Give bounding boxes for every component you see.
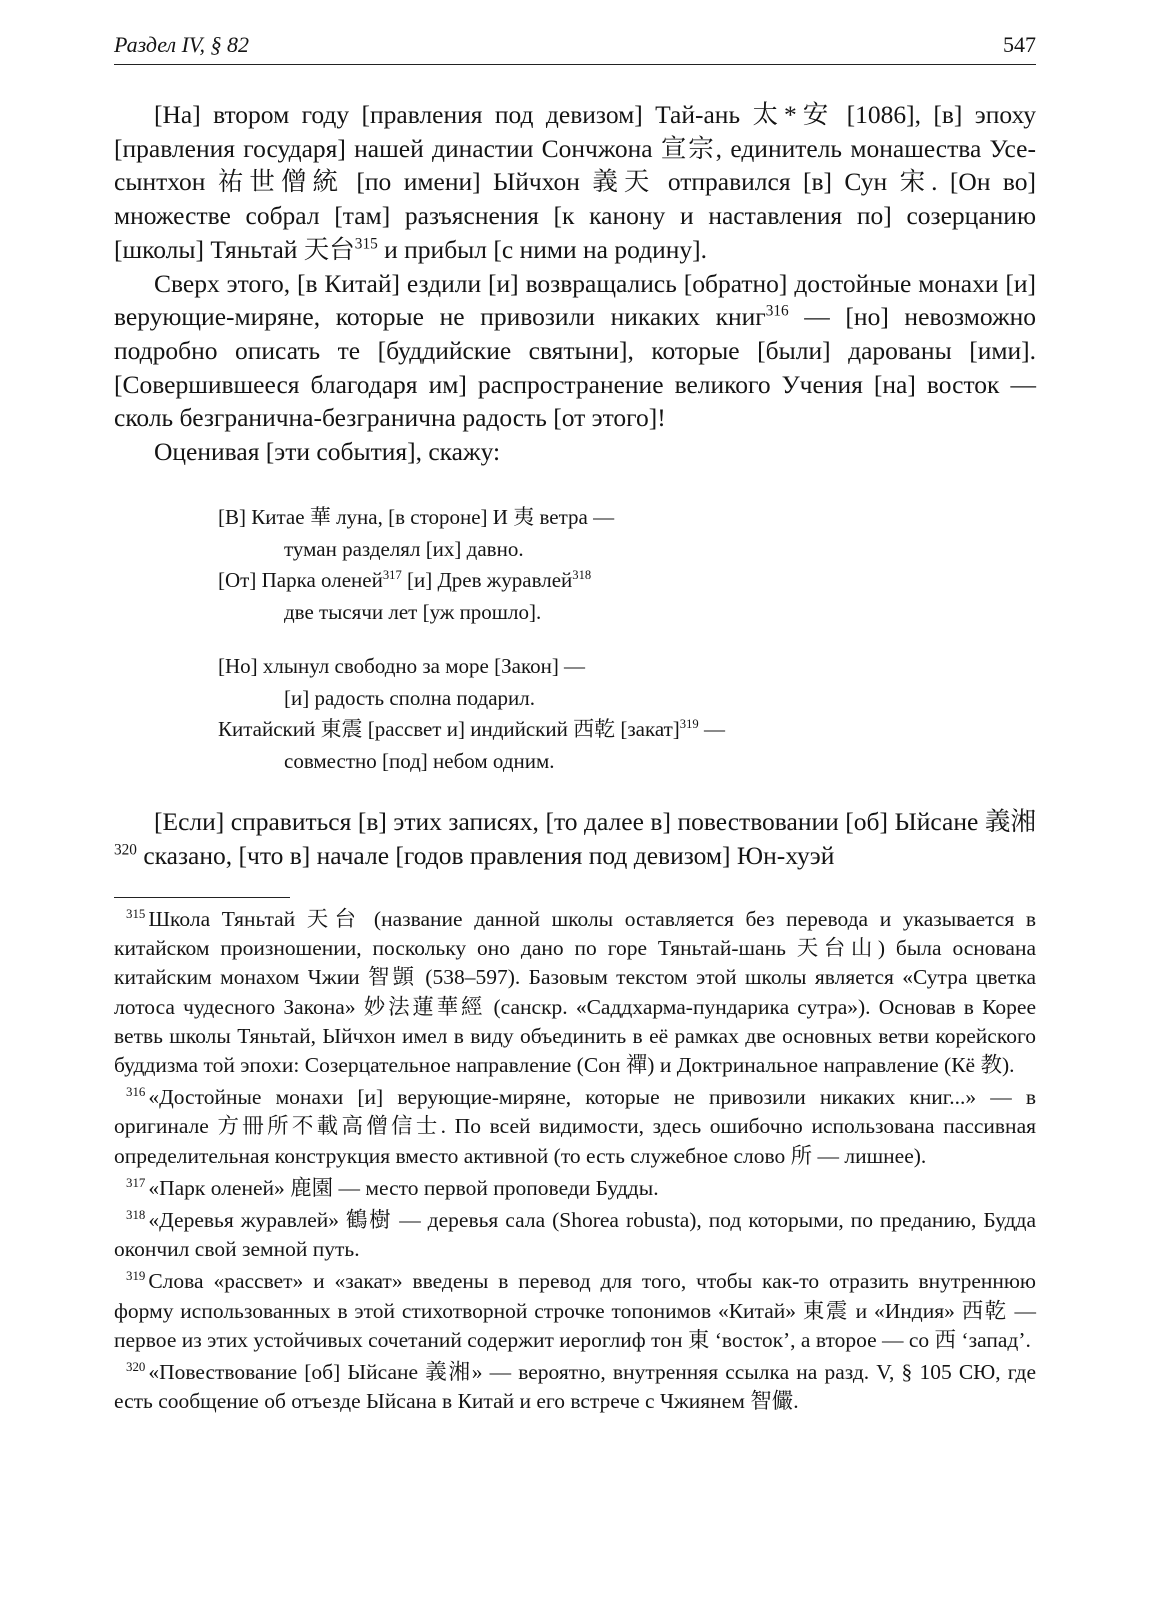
- page-number: 547: [1003, 32, 1036, 57]
- footnote-number: 320: [126, 1359, 146, 1374]
- footnote-320: [114, 1358, 1036, 1416]
- verse-stanza-1: [218, 502, 614, 628]
- verse-line-4: две тысячи лет [уж прошло].: [284, 599, 542, 624]
- footnote-number: 315: [126, 906, 146, 921]
- verse-line-7a: Китайский 東震 [рассвет и] индийский 西乾 [закат]: [218, 717, 680, 741]
- paragraph-1-text: [На] втором году [правления под девизом] Тай-ань 太*安 [1086], [в] эпоху [правления государя] нашей династии Сончжона 宣宗, единитель монашества Усе-сынтхон 祐世僧統 [по имени] Ыйчхон 義天 отправился [в] Сун 宋. [Он во] множестве собрал [там] разъяснения [к канону и наставления по] созерцанию [школы] Тяньтай 天台: [114, 100, 1036, 264]
- footnote-text: «Повествование [об] Ыйсане 義湘» — вероятно, внутренняя ссылка на разд. V, § 105 СЮ, где есть сообщение об отъезде Ыйсана в Китай и его встрече с Чжиянем 智儼.: [114, 1360, 1036, 1414]
- footnote-number: 317: [126, 1175, 146, 1190]
- verse-line-6: [и] радость сполна подарил.: [284, 685, 536, 710]
- footnote-ref-320[interactable]: 320: [114, 841, 137, 859]
- verse-line-1: [В] Китае 華 луна, [в стороне] И 夷 ветра —: [218, 505, 615, 529]
- footnotes: [114, 905, 1036, 1419]
- verse-line-3a: [От] Парка оленей: [218, 568, 383, 592]
- footnote-315: [114, 905, 1036, 1080]
- footnote-text: Слова «рассвет» и «закат» введены в перевод для того, чтобы как-то отразить внутреннюю форму использованных в этой стихотворной строчке топонимов «Китай» 東震 и «Индия» 西乾 — первое из этих устойчивых сочетаний содержит иероглиф тон 東 ‘восток’, а второе — со 西 ‘запад’.: [114, 1269, 1036, 1352]
- verse-line-3b: [и] Древ журавлей: [401, 568, 573, 592]
- footnote-ref-315[interactable]: 315: [354, 235, 378, 253]
- verse-line-2: туман разделял [их] давно.: [284, 536, 524, 561]
- footnote-number: 316: [126, 1085, 146, 1100]
- footnote-ref-316[interactable]: 316: [765, 302, 789, 320]
- paragraph-4: [114, 805, 1036, 872]
- verse-line-5: [Но] хлынул свободно за море [Закон] —: [218, 654, 586, 678]
- footnote-text: Школа Тяньтай 天台 (название данной школы оставляется без перевода и указывается в китайском произношении, поскольку оно дано по горе Тяньтай-шань 天台山) была основана китайским монахом Чжии 智顗 (538–597). Базовым текстом этой школы является «Сутра цветка лотоса чудесного Закона» 妙法蓮華經 (санскр. «Саддхарма-пундарика сутра»). Основав в Корее ветвь школы Тяньтай, Ыйчхон имел в виду объединить в её рамках две основных ветви корейского буддизма той эпохи: Созерцательное направление (Сон 禪) и Доктринальное направление (Кё 教).: [114, 907, 1036, 1078]
- paragraph-1-end: и прибыл [с ними на родину].: [377, 234, 708, 264]
- verse-line-3: [218, 565, 614, 597]
- paragraph-2: [114, 267, 1036, 436]
- footnote-316: [114, 1083, 1036, 1171]
- footnote-ref-319[interactable]: 319: [679, 717, 699, 731]
- paragraph-4-end: сказано, [что в] начале [годов правления под девизом] Юн-хуэй: [136, 840, 835, 870]
- paragraph-1: [114, 98, 1036, 267]
- verse-line-7b: —: [698, 717, 725, 741]
- paragraph-2-end: — [но] невозможно подробно описать те [буддийские святыни], которые [были] дарованы [ими]. [Совершившееся благодаря им] распространение великого Учения [на] восток — сколь безгранична-безгранична радость [от этого]!: [114, 302, 1036, 433]
- paragraph-4-text: [Если] справиться [в] этих записях, [то далее в] повествовании [об] Ыйсане 義湘: [154, 807, 1036, 836]
- footnote-ref-318[interactable]: 318: [572, 568, 592, 582]
- verse-stanza-2: [218, 651, 725, 777]
- verse-line-7: [218, 714, 725, 746]
- footnote-text: «Достойные монахи [и] верующие-миряне, которые не привозили никаких книг...» — в оригинале 方冊所不載高僧信士. По всей видимости, здесь ошибочно использована пассивная определительная конструкция вместо активной (то есть служебное слово 所 — лишнее).: [114, 1085, 1036, 1168]
- footnote-text: «Деревья журавлей» 鶴樹 — деревья сала (Shorea robusta), под которыми, по преданию, Будда окончил свой земной путь.: [114, 1208, 1036, 1262]
- main-text-continued: [114, 805, 1036, 872]
- running-head: [114, 30, 1036, 65]
- footnote-319: [114, 1267, 1036, 1355]
- footnote-317: [114, 1174, 1036, 1203]
- paragraph-2-text: Сверх этого, [в Китай] ездили [и] возвращались [обратно] достойные монахи [и] верующие-миряне, которые не привозили никаких книг: [114, 268, 1036, 332]
- footnote-number: 318: [126, 1207, 146, 1222]
- verse-line-8: совместно [под] небом одним.: [284, 748, 555, 773]
- paragraph-3: Оценивая [эти события], скажу:: [154, 437, 501, 467]
- footnote-318: [114, 1206, 1036, 1264]
- footnote-text: «Парк оленей» 鹿園 — место первой проповеди Будды.: [148, 1175, 659, 1200]
- main-text: [114, 98, 1036, 469]
- footnote-ref-317[interactable]: 317: [382, 568, 402, 582]
- footnote-separator: [114, 897, 290, 898]
- section-reference: Раздел IV, § 82: [114, 32, 250, 57]
- footnote-number: 319: [126, 1269, 146, 1284]
